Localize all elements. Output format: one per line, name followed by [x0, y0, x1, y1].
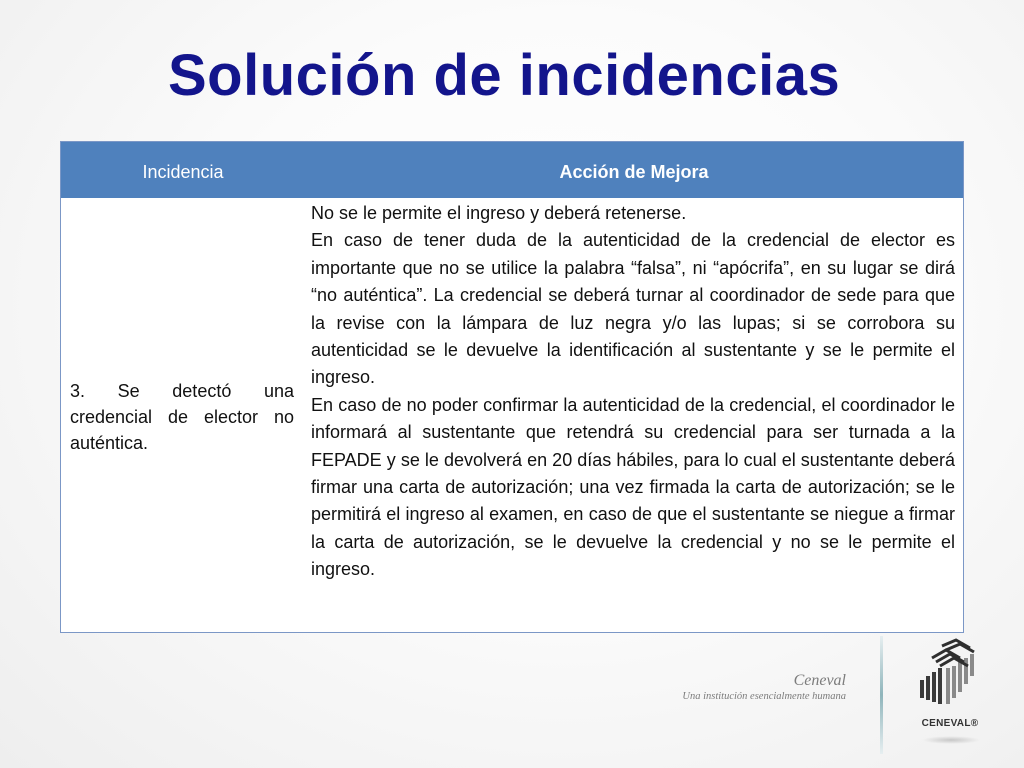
logo-shadow — [922, 736, 980, 744]
footer-divider-line — [880, 636, 883, 754]
brand-tagline: Una institución esencialmente humana — [682, 691, 846, 702]
ceneval-logo-label: CENEVAL® — [921, 718, 979, 729]
column-divider — [300, 201, 301, 632]
accion-paragraph-2: En caso de tener duda de la autenticidad de la credencial de elector es importante que no se utilice la palabra “falsa”, ni “apócrifa”, en su lugar se dirá “no auténtica”. La credencial se deberá turnar al coordinador de sede para que la revise con la lámpara de luz negra y/o las lupas; si se corrobora su autenticidad se le devuelve la identificación al sustentante y se le permite el ingreso. — [311, 230, 955, 388]
accion-paragraph-1: No se le permite el ingreso y deberá retenerse. — [311, 203, 687, 223]
incidencia-text: 3. Se detectó una credencial de elector no auténtica. — [70, 380, 294, 453]
footer-brand — [650, 672, 846, 704]
cell-accion-de-mejora — [311, 200, 955, 584]
table-header-row — [61, 142, 963, 200]
ceneval-logo-icon — [912, 636, 984, 720]
slide-title: Solución de incidencias — [168, 43, 841, 108]
cell-incidencia — [70, 201, 294, 632]
accion-paragraph-3: En caso de no poder confirmar la autenticidad de la credencial, el coordinador le informará al sustentante que retendrá su credencial para ser turnada a la FEPADE y se le devolverá en 20 días hábiles, para lo cual el sustentante deberá firmar una carta de autorización; una vez firmada la carta de autorización; se le permitirá el ingreso al examen, en caso de que el sustentante se niegue a firmar la carta de autorización, se le devuelve la credencial y no se le permite el ingreso. — [311, 394, 955, 580]
header-accion-de-mejora: Acción de Mejora — [559, 162, 709, 182]
incidents-table — [60, 141, 964, 633]
header-incidencia: Incidencia — [142, 162, 224, 182]
brand-name: Ceneval — [793, 672, 846, 689]
